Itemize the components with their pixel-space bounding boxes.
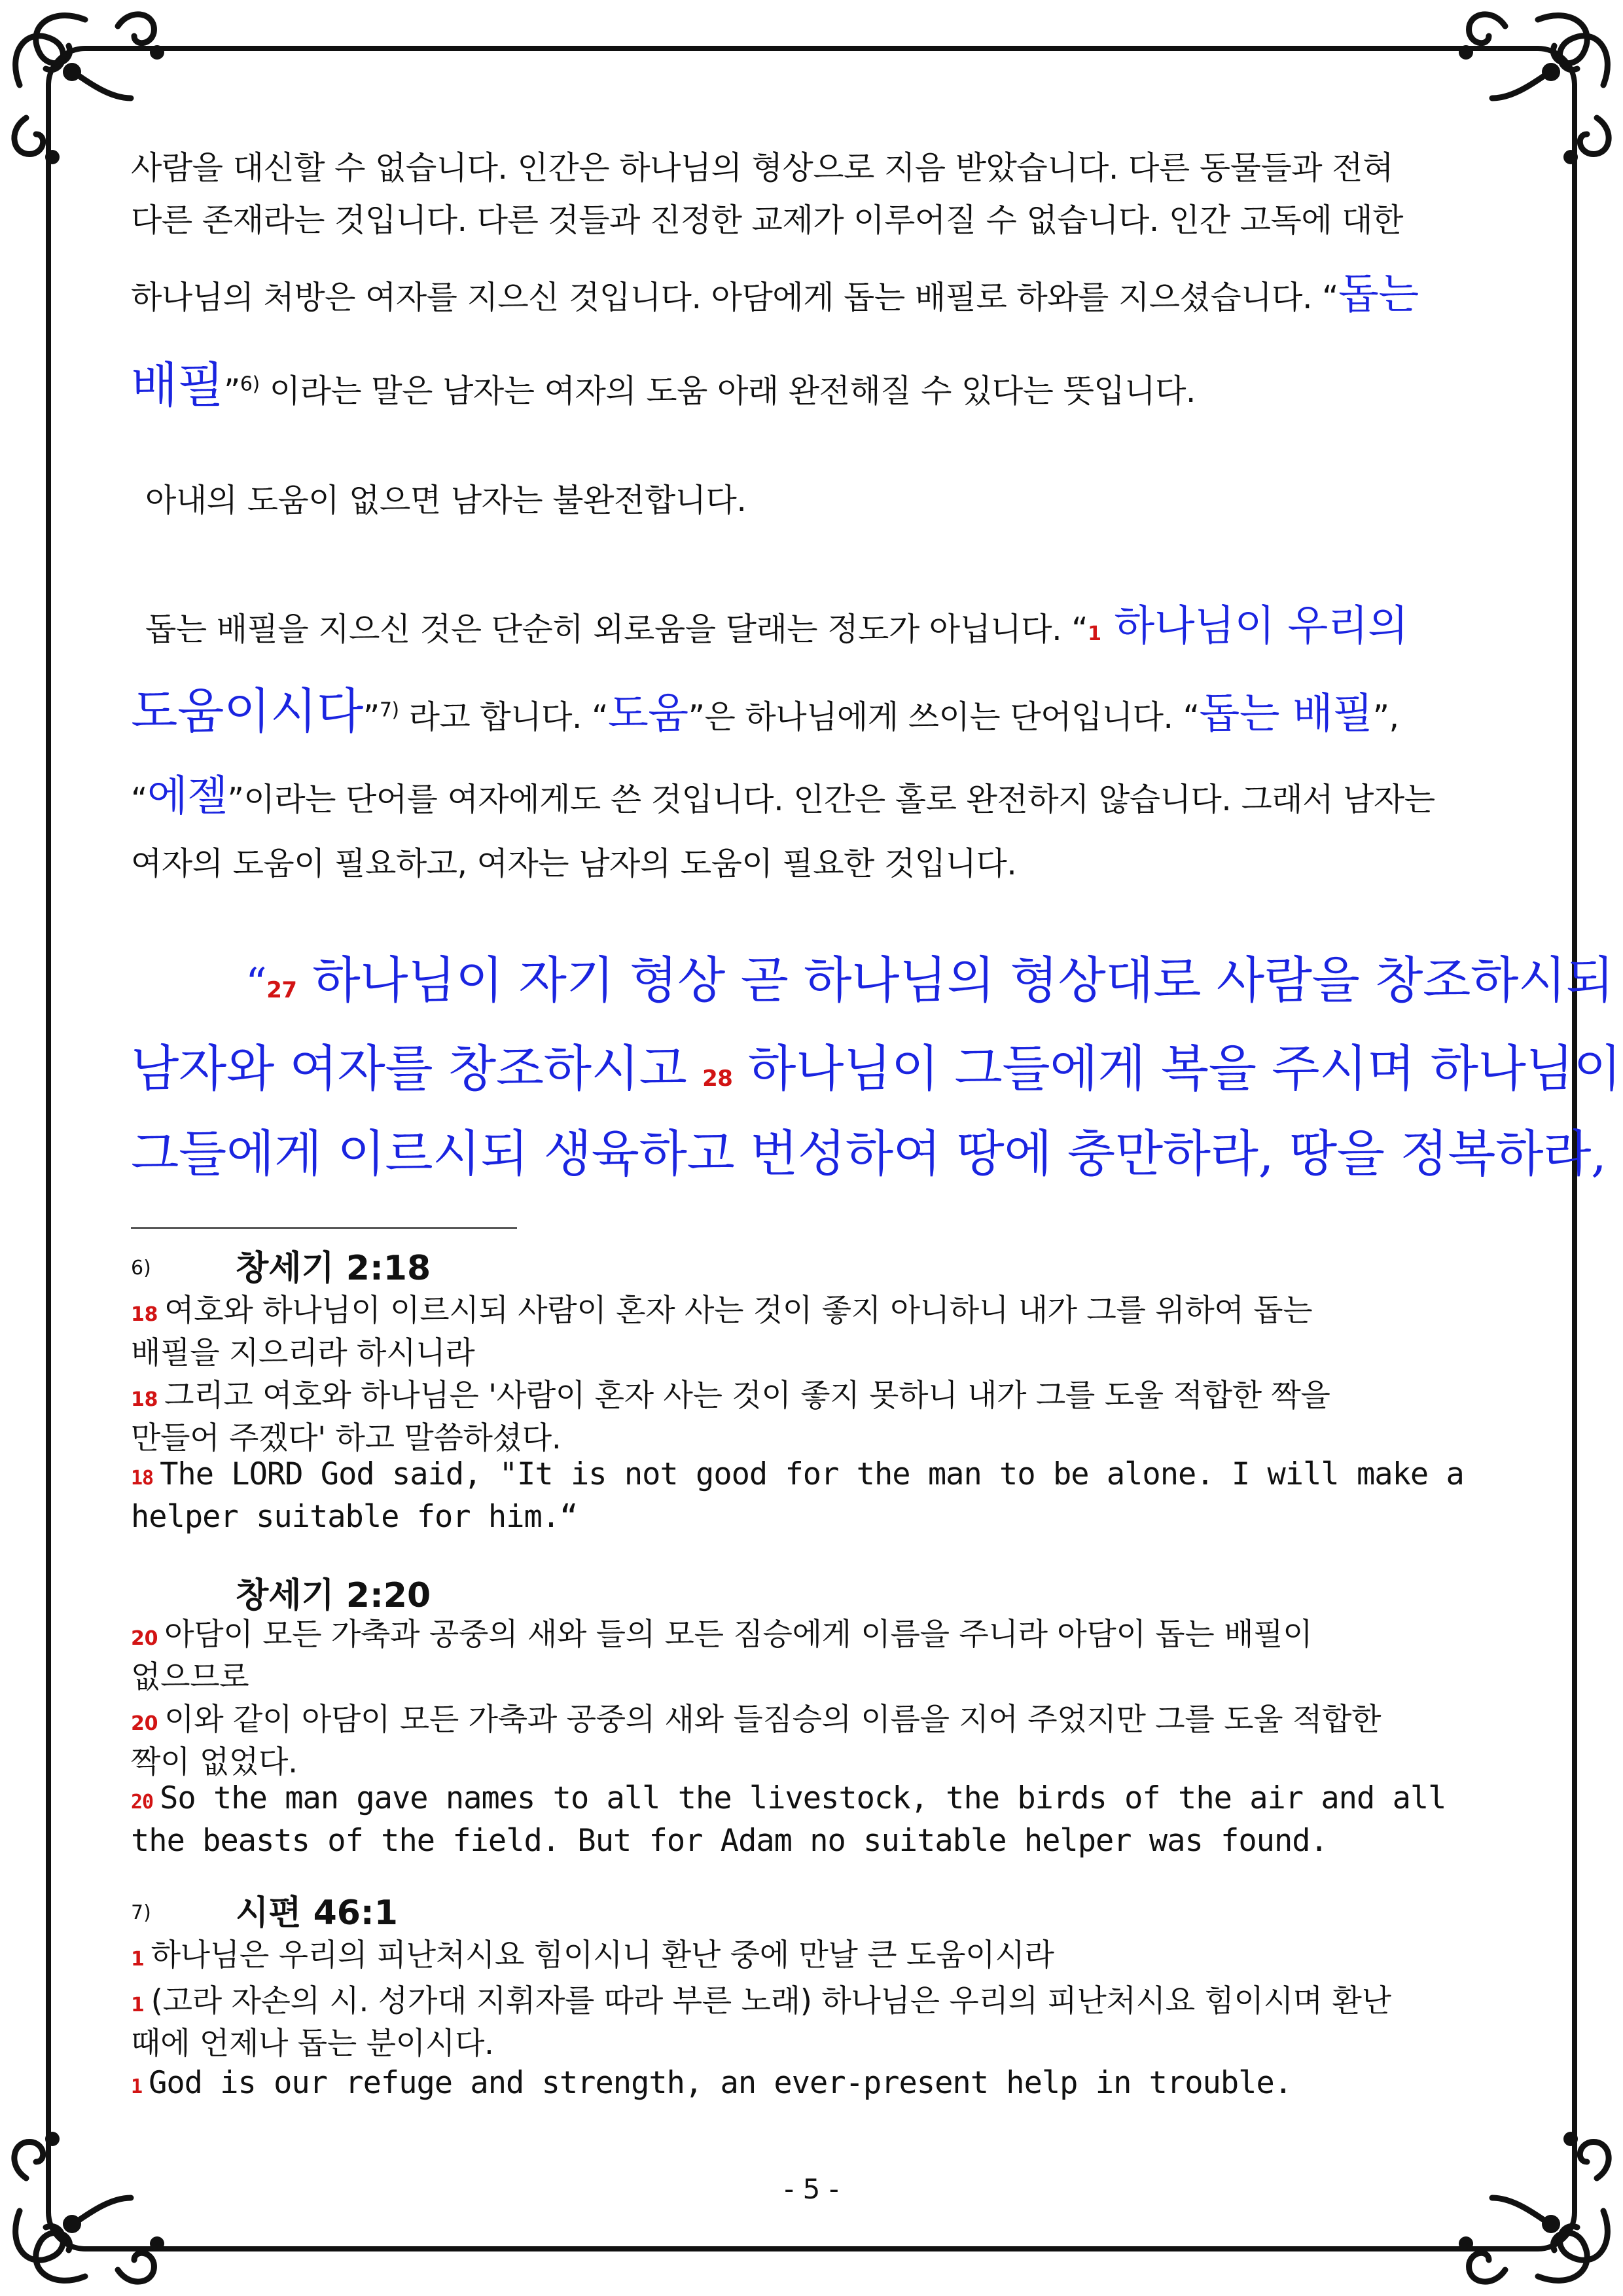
emphasis-text: 도움이시다	[131, 683, 363, 740]
quote-text: 남자와 여자를 창조하시고	[131, 1039, 703, 1098]
footnote-line	[131, 1414, 562, 1458]
footnote-line	[131, 1653, 249, 1696]
body-line	[131, 270, 1419, 319]
footnote-ref: 6)	[240, 372, 260, 396]
body-text: “	[131, 781, 147, 818]
ornament-bottom-right-icon	[1453, 2126, 1623, 2296]
footnote-text: 없으므로	[131, 1659, 249, 1695]
emphasis-text: 도움	[607, 690, 688, 738]
quote-text: 그들에게 이르시되 생육하고 번성하여 땅에 충만하라, 땅을 정복하라,	[131, 1124, 1607, 1183]
body-line	[131, 149, 1393, 187]
body-line	[131, 202, 1403, 239]
body-text: 하나님의 처방은 여자를 지으신 것입니다. 아담에게 돕는 배필로 하와를 지으셨습니다. “	[131, 279, 1338, 316]
body-text: ”	[363, 698, 380, 736]
footnote-line	[131, 1499, 577, 1535]
emphasis-text: 배필	[131, 357, 224, 414]
footnote-divider	[131, 1227, 517, 1229]
quote-line	[245, 951, 1614, 1009]
body-line	[131, 845, 1017, 882]
ornament-bottom-left-icon	[0, 2126, 170, 2296]
verse-number: 18	[131, 1467, 154, 1490]
footnote-ref: 7)	[379, 698, 399, 722]
footnote-line	[131, 2065, 1292, 2101]
footnote-line	[131, 1329, 474, 1372]
quote-text: 하나님이 그들에게 복을 주시며 하나님이	[732, 1039, 1622, 1098]
footnote-text: 배필을 지으리라 하시니라	[131, 1335, 475, 1371]
footnote-line	[131, 1456, 1464, 1492]
verse-number: 20	[131, 1712, 158, 1735]
body-line	[131, 683, 1399, 740]
body-text: 여자의 도움이 필요하고, 여자는 남자의 도움이 필요한 것입니다.	[131, 845, 1017, 882]
body-line	[145, 602, 1408, 651]
emphasis-text: 돕는	[1338, 270, 1419, 319]
body-line	[131, 357, 1196, 414]
verse-number: 28	[702, 1066, 733, 1092]
verse-number: 1	[131, 2075, 143, 2098]
verse-number: 1	[1088, 622, 1101, 645]
footnote-text: 때에 언제나 돕는 분이시다.	[131, 2026, 494, 2062]
footnote-text: 여호와 하나님이 이르시되 사람이 혼자 사는 것이 좋지 아니하니 내가 그를 위하여 돕는	[164, 1293, 1313, 1329]
footnote-reference-title: 창세기 2:20	[236, 1576, 431, 1615]
footnote-line	[131, 1695, 1381, 1739]
verse-number: 18	[131, 1388, 158, 1411]
footnote-line	[131, 1371, 1330, 1415]
footnote-marker: 7)	[131, 1901, 151, 1924]
body-text: ”은 하나님에게 쓰이는 단어입니다. “	[688, 698, 1200, 736]
emphasis-text: 에젤	[147, 772, 228, 821]
quote-text: 하나님이 자기 형상 곧 하나님의 형상대로 사람을 창조하시되	[296, 951, 1614, 1009]
footnote-text: 짝이 없었다.	[131, 1744, 298, 1780]
footnote-line	[131, 1286, 1312, 1330]
body-text: ”,	[1372, 698, 1399, 736]
footnote-text: (고라 자손의 시. 성가대 지휘자를 따라 부른 노래) 하나님은 우리의 피난처시요 힘이시며 환난	[151, 1983, 1391, 2019]
footnote-line	[131, 2019, 494, 2063]
body-text: ”이라는 단어를 여자에게도 쓴 것입니다. 인간은 홀로 완전하지 않습니다. 그래서 남자는	[227, 781, 1435, 818]
verse-number: 1	[131, 1948, 145, 1971]
footnote-line	[131, 1823, 1328, 1859]
verse-number: 20	[131, 1791, 154, 1814]
emphasis-text: “	[245, 960, 267, 1008]
body-text: 돕는 배필을 지으신 것은 단순히 외로움을 달래는 정도가 아닙니다. “	[145, 611, 1088, 648]
footnote-text: 이와 같이 아담이 모든 가축과 공중의 새와 들짐승의 이름을 지어 주었지만 그를 도울 적합한	[164, 1702, 1382, 1738]
body-text: 사람을 대신할 수 없습니다. 인간은 하나님의 형상으로 지음 받았습니다. 다른 동물들과 전혀	[131, 149, 1393, 187]
body-text: ”	[223, 372, 240, 410]
footnote-text: 아담이 모든 가축과 공중의 새와 들의 모든 짐승에게 이름을 주니라 아담이 돕는 배필이	[164, 1617, 1313, 1653]
body-text: 이라는 말은 남자는 여자의 도움 아래 완전해질 수 있다는 뜻입니다.	[259, 372, 1196, 410]
footnote-text: the beasts of the field. But for Adam no suitable helper was found.	[131, 1823, 1328, 1859]
ornament-top-right-icon	[1453, 0, 1623, 170]
footnote-line	[131, 1977, 1391, 2020]
emphasis-text: 돕는 배필	[1199, 690, 1373, 738]
footnote-text: 그리고 여호와 하나님은 '사람이 혼자 사는 것이 좋지 못하니 내가 그를 도울 적합한 짝을	[164, 1378, 1330, 1414]
verse-number: 20	[131, 1627, 158, 1650]
body-text: 다른 존재라는 것입니다. 다른 것들과 진정한 교제가 이루어질 수 없습니다. 인간 고독에 대한	[131, 202, 1403, 239]
verse-number: 27	[266, 977, 297, 1003]
quote-line	[131, 1124, 1607, 1183]
footnote-reference-title: 시편 46:1	[236, 1893, 398, 1933]
body-line	[131, 772, 1435, 821]
footnote-text: God is our refuge and strength, an ever-present help in trouble.	[149, 2065, 1293, 2101]
body-text: 아내의 도움이 없으면 남자는 불완전합니다.	[145, 482, 747, 519]
footnote-text: 만들어 주겠다' 하고 말씀하셨다.	[131, 1420, 562, 1456]
footnote-text: The LORD God said, "It is not good for the man to be alone. I will make a	[160, 1456, 1464, 1492]
body-line	[145, 482, 747, 519]
footnote-marker: 6)	[131, 1257, 151, 1280]
footnote-text: helper suitable for him.“	[131, 1499, 578, 1535]
footnote-text: 하나님은 우리의 피난처시요 힘이시니 환난 중에 만날 큰 도움이시라	[151, 1937, 1054, 1973]
verse-number: 18	[131, 1303, 158, 1326]
page-number: - 5 -	[784, 2173, 839, 2205]
footnote-line	[131, 1780, 1446, 1816]
footnote-line	[131, 1931, 1054, 1975]
verse-number: 1	[131, 1994, 145, 2017]
body-text: 라고 합니다. “	[399, 698, 608, 736]
ornament-top-left-icon	[0, 0, 170, 170]
emphasis-text: 하나님이 우리의	[1101, 602, 1408, 651]
quote-line	[131, 1039, 1622, 1098]
footnote-text: So the man gave names to all the livestock, the birds of the air and all	[160, 1780, 1446, 1816]
footnote-line	[131, 1610, 1312, 1654]
footnote-line	[131, 1738, 298, 1782]
footnote-reference-title: 창세기 2:18	[236, 1249, 431, 1288]
